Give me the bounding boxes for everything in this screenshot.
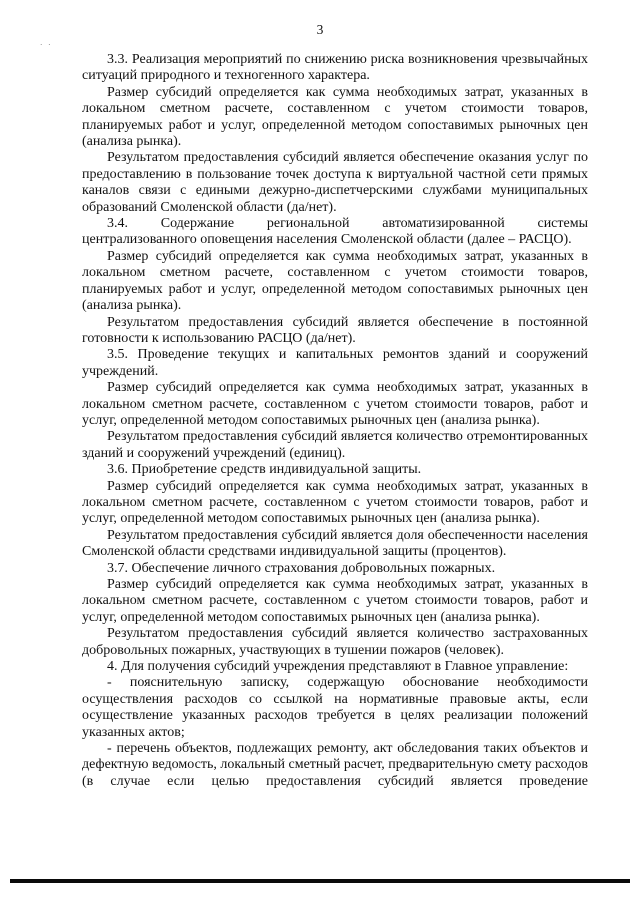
paragraph: Результатом предоставления субсидий является количество отремонтированных зданий и сооружений учреждений (единиц).	[82, 429, 588, 461]
paragraph: Размер субсидий определяется как сумма необходимых затрат, указанных в локальном сметном расчете, составленном с учетом стоимости товаров, работ и услуг, определенной методом сопоставимых рыночных цен (анализа рынка).	[82, 577, 588, 625]
paragraph: 3.5. Проведение текущих и капитальных ремонтов зданий и сооружений учреждений.	[82, 347, 588, 379]
paragraph: 4. Для получения субсидий учреждения представляют в Главное управление:	[107, 659, 569, 675]
paragraph: Размер субсидий определяется как сумма необходимых затрат, указанных в локальном сметном расчете, составленном с учетом стоимости товаров, планируемых работ и услуг, определенной методом сопоставимых рыночных цен (анализа рынка).	[82, 248, 588, 314]
scan-mark: · ·	[40, 41, 53, 49]
paragraph: 3.7. Обеспечение личного страхования добровольных пожарных.	[107, 560, 496, 576]
paragraph: Размер субсидий определяется как сумма необходимых затрат, указанных в локальном сметном расчете, составленном с учетом стоимости товаров, работ и услуг, определенной методом сопоставимых рыночных цен (анализа рынка).	[82, 380, 588, 428]
page-number: 3	[316, 22, 324, 37]
paragraph: Результатом предоставления субсидий является обеспечение в постоянной готовности к использованию РАСЦО (да/нет).	[82, 314, 588, 346]
paragraph: - пояснительную записку, содержащую обоснование необходимости осуществления расходов со ссылкой на нормативные правовые акты, если осуществление указанных расходов требуется в целях реализации положений указанных актов;	[82, 675, 588, 740]
paragraph: - перечень объектов, подлежащих ремонту, акт обследования таких объектов и дефектную ведомость, локальный сметный расчет, предварительную смету расходов (в случае если целью предоставления субсидий является проведение	[82, 741, 588, 789]
paragraph: Результатом предоставления субсидий является количество застрахованных добровольных пожарных, участвующих в тушении пожаров (человек).	[82, 626, 588, 658]
paragraph: 3.4. Содержание региональной автоматизированной системы централизованного оповещения населения Смоленской области (далее – РАСЦО).	[82, 216, 588, 248]
paragraph: Размер субсидий определяется как сумма необходимых затрат, указанных в локальном сметном расчете, составленном с учетом стоимости товаров, планируемых работ и услуг, определенной методом сопоставимых рыночных цен (анализа рынка).	[82, 84, 588, 150]
paragraph: Результатом предоставления субсидий является обеспечение оказания услуг по предоставлению в пользование точек доступа к виртуальной частной сети прямых каналов связи с едиными дежурно-диспетчерскими службами муниципальных образований Смоленской области (да/нет).	[82, 150, 588, 215]
paragraph: Результатом предоставления субсидий является доля обеспеченности населения Смоленской области средствами индивидуальной защиты (процентов).	[82, 527, 588, 560]
document-body	[82, 52, 588, 790]
paragraph: 3.6. Приобретение средств индивидуальной защиты.	[107, 462, 422, 478]
paragraph: 3.3. Реализация мероприятий по снижению риска возникновения чрезвычайных ситуаций природного и техногенного характера.	[82, 52, 588, 84]
paragraph: Размер субсидий определяется как сумма необходимых затрат, указанных в локальном сметном расчете, составленном с учетом стоимости товаров, работ и услуг, определенной методом сопоставимых рыночных цен (анализа рынка).	[82, 478, 588, 527]
bottom-rule	[10, 879, 630, 883]
